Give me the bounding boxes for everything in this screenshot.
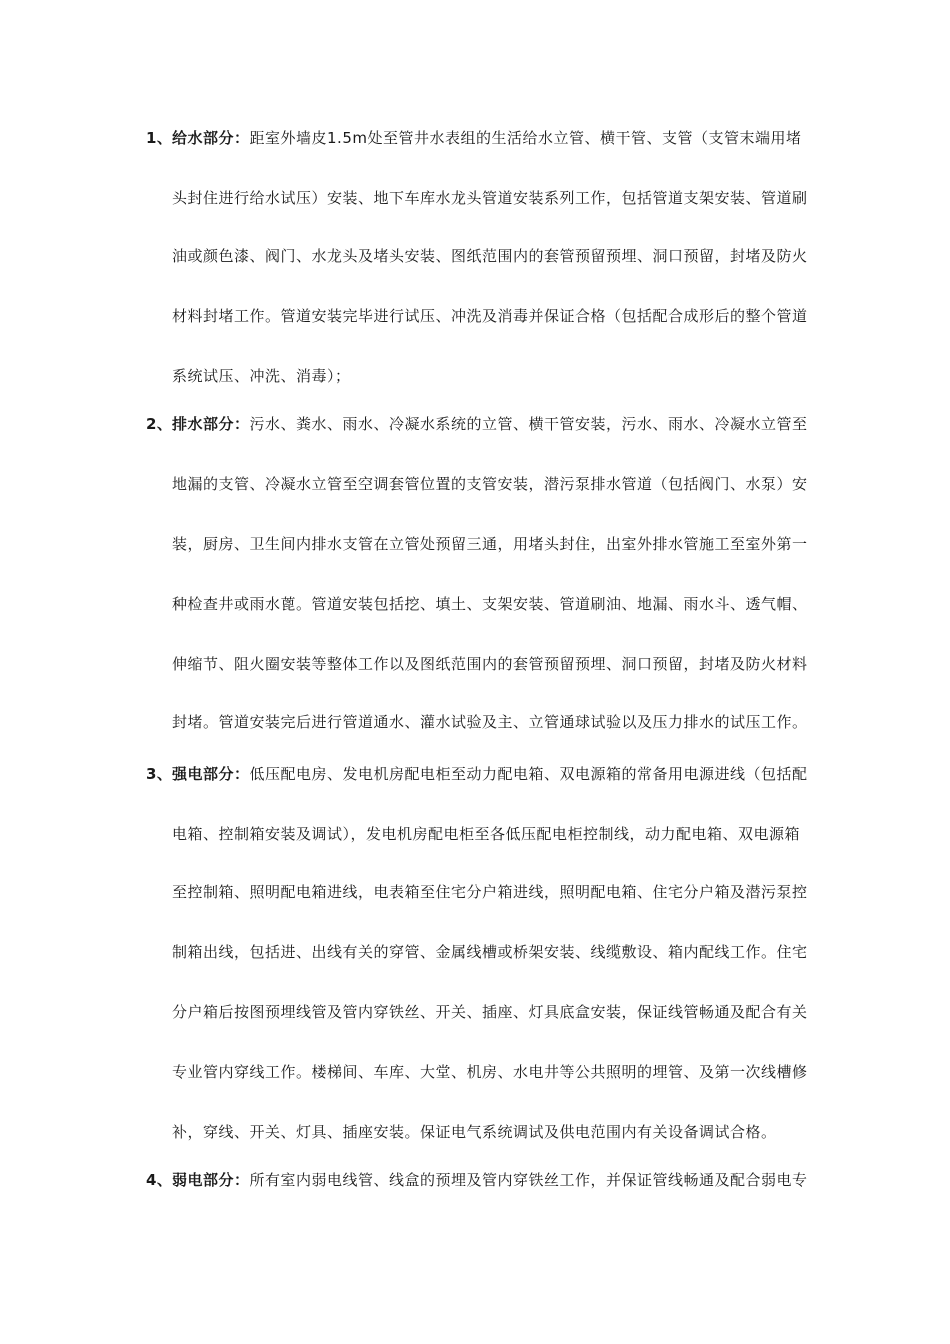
section-3-text: 低压配电房、发电机房配电柜至动力配电箱、双电源箱的常备用电源进线（包括配 [249,765,808,783]
section-2-line-2: 地漏的支管、冷凝水立管至空调套管位置的支管安装，潜污泵排水管道（包括阀门、水泵）安 [172,475,808,493]
section-2-line-1 [146,414,862,434]
section-3-number: 3、 [146,765,173,783]
section-1-heading: 给水部分： [172,129,250,147]
section-2-line-6: 封堵。管道安装完后进行管道通水、灌水试验及主、立管通球试验以及压力排水的试压工作。 [172,713,808,731]
section-1-text: 距室外墙皮1.5m处至管井水表组的生活给水立管、横干管、支管（支管末端用堵 [249,129,802,147]
section-1-line-4: 材料封堵工作。管道安装完毕进行试压、冲洗及消毒并保证合格（包括配合成形后的整个管道 [172,307,808,325]
section-3-line-6: 专业管内穿线工作。楼梯间、车库、大堂、机房、水电井等公共照明的埋管、及第一次线槽修 [172,1063,808,1081]
section-3-line-7: 补，穿线、开关、灯具、插座安装。保证电气系统调试及供电范围内有关设备调试合格。 [172,1123,777,1141]
section-3-line-2: 电箱、控制箱安装及调试），发电机房配电柜至各低压配电柜控制线，动力配电箱、双电源箱 [172,825,801,843]
section-2-line-3: 装，厨房、卫生间内排水支管在立管处预留三通，用堵头封住，出室外排水管施工至室外第一 [172,535,808,553]
section-2-line-4: 种检查井或雨水蓖。管道安装包括挖、填土、支架安装、管道刷油、地漏、雨水斗、透气帽、 [172,595,808,613]
section-1-number: 1、 [146,129,173,147]
section-4-line-1 [146,1170,862,1190]
section-3-heading: 强电部分： [172,765,250,783]
section-2-heading: 排水部分： [172,415,250,433]
section-4-number: 4、 [146,1171,173,1189]
section-4-text: 所有室内弱电线管、线盒的预埋及管内穿铁丝工作，并保证管线畅通及配合弱电专 [249,1171,808,1189]
section-1-line-3: 油或颜色漆、阀门、水龙头及堵头安装、图纸范围内的套管预留预埋、洞口预留，封堵及防火 [172,247,808,265]
section-1-line-1 [146,128,862,148]
section-3-line-3: 至控制箱、照明配电箱进线，电表箱至住宅分户箱进线，照明配电箱、住宅分户箱及潜污泵控 [172,883,808,901]
section-4-heading: 弱电部分： [172,1171,250,1189]
section-2-number: 2、 [146,415,173,433]
section-2-text: 污水、粪水、雨水、冷凝水系统的立管、横干管安装，污水、雨水、冷凝水立管至 [249,415,808,433]
section-1-line-2: 头封住进行给水试压）安装、地下车库水龙头管道安装系列工作，包括管道支架安装、管道刷 [172,189,808,207]
section-3-line-1 [146,764,862,784]
section-1-line-5: 系统试压、冲洗、消毒）； [172,367,351,385]
section-2-line-5: 伸缩节、阻火圈安装等整体工作以及图纸范围内的套管预留预埋、洞口预留，封堵及防火材料 [172,655,808,673]
section-3-line-5: 分户箱后按图预埋线管及管内穿铁丝、开关、插座、灯具底盒安装，保证线管畅通及配合有关 [172,1003,808,1021]
section-3-line-4: 制箱出线，包括进、出线有关的穿管、金属线槽或桥架安装、线缆敷设、箱内配线工作。住宅 [172,943,808,961]
